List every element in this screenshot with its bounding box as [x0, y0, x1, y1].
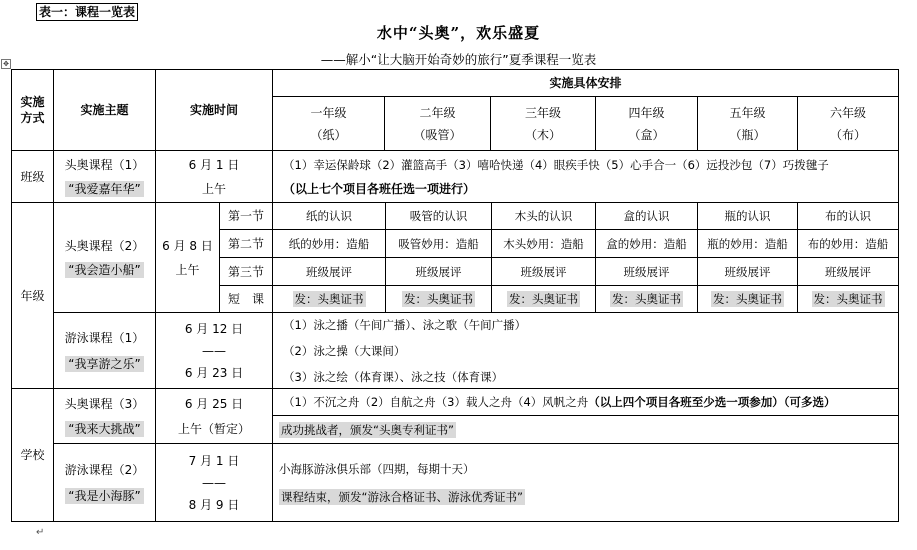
arrangement-school-items: （1）不沉之舟（2）自航之舟（3）载人之舟（4）风帆之舟 （以上四个项目各班至少选一项参加）（可多选） — [283, 395, 836, 409]
period-cell: 吸管的认识 — [409, 209, 468, 223]
period-label: 第一节 — [227, 209, 264, 223]
period-cell: 布的妙用：造船 — [807, 236, 889, 251]
period-cell: 木头的认识 — [514, 209, 573, 223]
period-cell: 班级展评 — [724, 264, 771, 279]
grade-header: 五年级 （瓶） — [729, 105, 766, 142]
header-method: 实施 方式 — [20, 95, 45, 125]
page-subtitle: ——解小“让大脑开始奇妙的旅行”夏季课程一览表 — [320, 52, 597, 67]
period-cell: 木头妙用：造船 — [503, 236, 584, 251]
grade-header: 六年级 （布） — [829, 105, 866, 142]
time-grade-1: 6 月 8 日 上午 — [162, 238, 213, 277]
theme-class: 头奥课程（1） “我爱嘉年华” — [64, 157, 145, 196]
theme-grade-1: 头奥课程（2） “我会造小船” — [64, 238, 145, 277]
period-cell: 纸的认识 — [306, 209, 352, 223]
period-cell: 发：头奥证书 — [813, 292, 883, 306]
method-grade: 年级 — [20, 288, 45, 303]
header-time: 实施时间 — [189, 103, 238, 117]
time-grade-2: 6 月 12 日 —— 6 月 23 日 — [184, 321, 244, 380]
time-school-1: 6 月 25 日 上午（暂定） — [177, 396, 250, 436]
theme-school-2: 游泳课程（2） “我是小海豚” — [64, 462, 145, 503]
period-cell: 发：头奥证书 — [509, 292, 578, 306]
arrangement-school-award: 成功挑战者，颁发“头奥专利证书” — [281, 422, 454, 437]
time-class: 6 月 1 日 上午 — [188, 157, 240, 196]
header-arrangement: 实施具体安排 — [549, 76, 622, 90]
period-cell: 布的认识 — [825, 209, 871, 223]
header-theme: 实施主题 — [80, 103, 129, 117]
course-table — [11, 69, 899, 522]
theme-school-1: 头奥课程（3） “我来大挑战” — [64, 396, 145, 436]
period-cell: 发：头奥证书 — [404, 292, 473, 306]
arrangement-class: （1）幸运保龄球（2）灌篮高手（3）嘻哈快递（4）眼疾手快（5）心手合一（6）远投沙包（7）巧拨毽子 （以上七个项目各班任选一项进行） — [283, 157, 829, 196]
period-cell: 班级展评 — [520, 264, 567, 279]
grade-header: 三年级 （木） — [524, 105, 561, 142]
period-cell: 发：头奥证书 — [612, 292, 681, 306]
paragraph-mark-icon: ↵ — [36, 527, 45, 538]
period-cell: 盒的认识 — [623, 209, 670, 223]
period-label: 第三节 — [227, 264, 264, 279]
period-cell: 瓶的妙用：造船 — [707, 236, 788, 251]
method-school: 学校 — [20, 448, 45, 462]
arrangement-grade-swim: （1）泳之播（午间广播）、泳之歌（午间广播） （2）泳之操（大课间） （3）泳之绘（体育课）、泳之技（体育课） — [283, 317, 527, 384]
period-cell: 班级展评 — [306, 264, 352, 279]
period-cell: 发：头奥证书 — [713, 292, 782, 306]
arrangement-school-swim: 小海豚游泳俱乐部（四期，每期十天） 课程结束，颁发“游泳合格证书、游泳优秀证书” — [279, 461, 523, 504]
grade-header: 四年级 （盒） — [628, 105, 665, 142]
time-school-2: 7 月 1 日 —— 8 月 9 日 — [188, 453, 240, 512]
grade-header: 二年级 （吸管） — [413, 105, 462, 142]
period-cell: 盒的妙用：造船 — [606, 236, 687, 251]
page-title: 水中“头奥”，欢乐盛夏 — [376, 24, 541, 42]
period-label: 短 课 — [227, 292, 264, 306]
period-cell: 班级展评 — [623, 264, 670, 279]
period-label: 第二节 — [227, 236, 264, 251]
method-class: 班级 — [20, 169, 45, 184]
period-cell: 班级展评 — [825, 264, 871, 279]
table-caption: 表一：课程一览表 — [36, 3, 138, 21]
grade-header: 一年级 （纸） — [310, 105, 347, 142]
period-cell: 纸的妙用：造船 — [288, 236, 370, 251]
period-cell: 发：头奥证书 — [294, 292, 364, 306]
period-cell: 吸管妙用：造船 — [398, 236, 479, 251]
period-cell: 瓶的认识 — [724, 209, 771, 223]
period-cell: 班级展评 — [415, 264, 462, 279]
table-move-handle-icon[interactable]: ✥ — [1, 59, 11, 69]
theme-grade-2: 游泳课程（1） “我享游之乐” — [64, 330, 145, 371]
